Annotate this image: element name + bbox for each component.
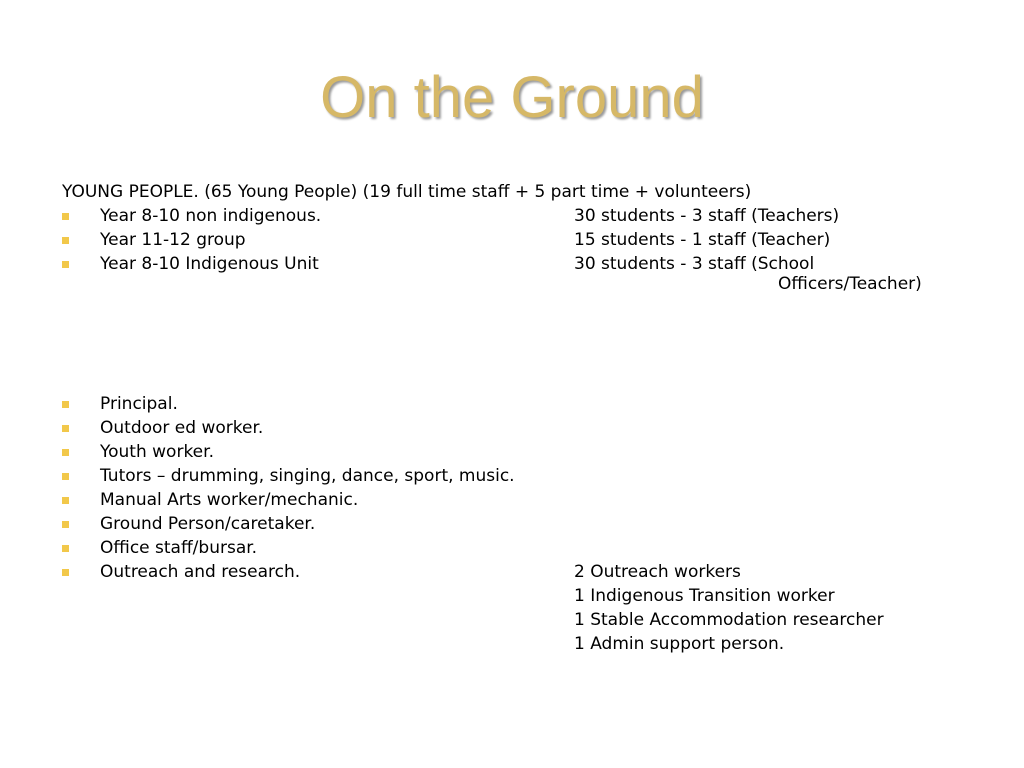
square-bullet-icon: [62, 401, 69, 408]
group-label: Year 11-12 group: [100, 230, 246, 250]
staff-item: Outreach and research.: [100, 562, 301, 582]
group-label: Year 8-10 non indigenous.: [100, 206, 322, 226]
square-bullet-icon: [62, 473, 69, 480]
staff-item: Office staff/bursar.: [100, 538, 258, 558]
staff-item: Manual Arts worker/mechanic.: [100, 490, 359, 510]
young-people-header: YOUNG PEOPLE. (65 Young People) (19 full time staff + 5 part time + volunteers): [62, 182, 752, 202]
staff-item: Outdoor ed worker.: [100, 418, 264, 438]
group-label: Year 8-10 Indigenous Unit: [100, 254, 319, 274]
square-bullet-icon: [62, 449, 69, 456]
outreach-detail: 1 Admin support person.: [574, 634, 785, 654]
outreach-detail: 1 Indigenous Transition worker: [574, 586, 835, 606]
outreach-detail: 2 Outreach workers: [574, 562, 741, 582]
square-bullet-icon: [62, 521, 69, 528]
staff-item: Ground Person/caretaker.: [100, 514, 316, 534]
group-detail: 30 students - 3 staff (School: [574, 254, 815, 274]
staff-item: Principal.: [100, 394, 178, 414]
group-detail-continued: Officers/Teacher): [778, 274, 922, 294]
square-bullet-icon: [62, 545, 69, 552]
group-detail: 15 students - 1 staff (Teacher): [574, 230, 831, 250]
group-detail: 30 students - 3 staff (Teachers): [574, 206, 840, 226]
square-bullet-icon: [62, 261, 69, 268]
square-bullet-icon: [62, 237, 69, 244]
outreach-detail: 1 Stable Accommodation researcher: [574, 610, 884, 630]
square-bullet-icon: [62, 569, 69, 576]
square-bullet-icon: [62, 497, 69, 504]
staff-item: Youth worker.: [100, 442, 214, 462]
slide-title: On the Ground: [320, 65, 704, 130]
staff-item: Tutors – drumming, singing, dance, sport, music.: [100, 466, 515, 486]
square-bullet-icon: [62, 425, 69, 432]
square-bullet-icon: [62, 213, 69, 220]
